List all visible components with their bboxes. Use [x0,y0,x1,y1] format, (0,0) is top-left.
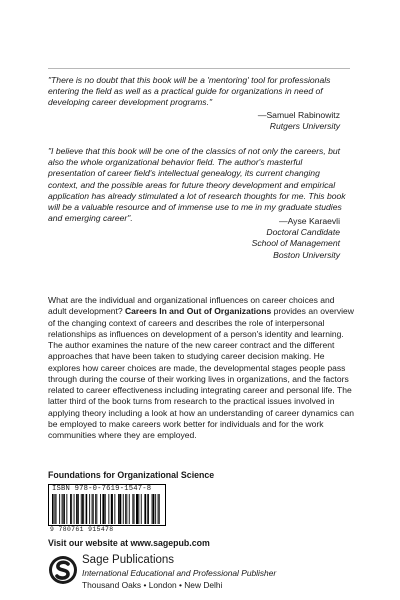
series-name: Foundations for Organizational Science [48,470,215,480]
reviewer-school-2: School of Management [251,238,340,249]
reviewer-name-1: —Samuel Rabinowitz [257,110,340,120]
sage-logo-icon [48,555,78,585]
description-intro: What are the individual and organizational influences on career choices and adult development? [48,295,335,317]
reviewer-name-2: —Ayse Karaevli [279,216,340,226]
reviewer-university-2: Boston University [273,249,340,260]
review-quote-2: "I believe that this book will be one of the classics of not only the careers, but also the whole organizational behavior field. The author's masterful presentation of career field's intellectual genealogy, its current changing context, and the possible areas for future theory development and empirical application has already stimulated a lot of research thoughts for me. This book will be a valuable resource and of immense use to me in my graduate studies and emerging career". [48,146,346,224]
barcode-number: 9 780761 915478 [50,526,114,533]
website-link[interactable]: Visit our website at www.sagepub.com [48,538,210,548]
review-attribution-2 [180,216,340,261]
barcode-digits [50,526,114,533]
publisher-tagline: International Educational and Professional Publisher [82,568,277,578]
description-body: provides an overview of the changing context of careers and describes the role of interpersonal relationships as influences on development of a person's identity and learning. The author examines the nature of the new career contract and the different approaches that have been taken to studying career decision making. He explores how career choices are made, the developmental stages people pass through during the course of their working lives in organizations, and the factors related to career effectiveness including integrating career and personal life. The latter third of the book turns from research to the practical issues involved in applying theory including a look at how an understanding of career dynamics can be employed to make careers work better for individuals and for the work communities where they are employed. [48,306,354,440]
top-rule [48,68,350,69]
review-quote-1: "There is no doubt that this book will be a 'mentoring' tool for professionals entering the field as well as a practical guide for organizations in need of developing career development programs." [48,75,331,108]
publisher-name: Sage Publications [82,554,175,566]
book-description [48,295,354,441]
barcode-image [50,494,162,524]
review-attribution-1 [180,110,340,132]
publisher-cities: Thousand Oaks • London • New Delhi [82,580,223,590]
reviewer-affiliation-1: Rutgers University [269,121,340,132]
isbn-label: ISBN 978-0-7619-1547-8 [52,485,152,493]
reviewer-title-2: Doctoral Candidate [266,227,340,238]
book-title: Careers In and Out of Organizations [124,306,272,317]
